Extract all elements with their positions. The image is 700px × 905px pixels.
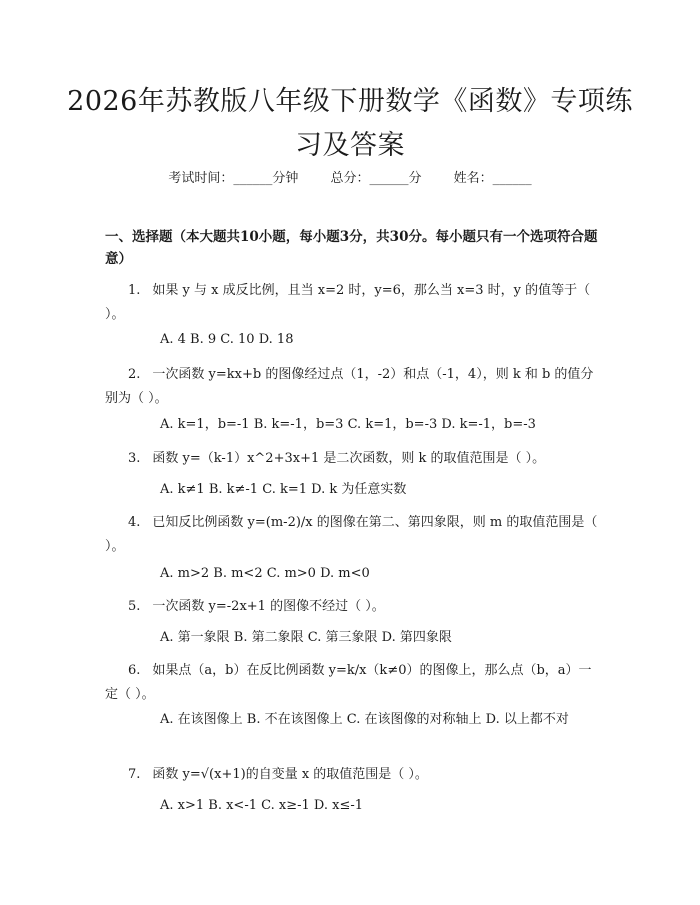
question-3 xyxy=(105,447,600,471)
exam-meta xyxy=(0,170,700,188)
question-3-options: A. k≠1 B. k≠-1 C. k=1 D. k 为任意实数 xyxy=(160,482,407,497)
question-5-options: A. 第一象限 B. 第二象限 C. 第三象限 D. 第四象限 xyxy=(160,630,452,645)
question-number: 4. xyxy=(128,515,141,530)
question-1 xyxy=(105,279,600,327)
question-2 xyxy=(105,363,600,411)
question-number: 2. xyxy=(128,367,141,382)
total-score-field: 总分：______分 xyxy=(330,171,422,186)
section-heading: 一、选择题（本大题共10小题，每小题3分，共30分。每小题只有一个选项符合题意） xyxy=(105,229,598,267)
question-number: 5. xyxy=(128,599,141,614)
question-6-options: A. 在该图像上 B. 不在该图像上 C. 在该图像的对称轴上 D. 以上都不对 xyxy=(160,712,569,727)
exam-time-field: 考试时间：______分钟 xyxy=(168,171,299,186)
question-6 xyxy=(105,659,600,707)
question-7-options: A. x>1 B. x<-1 C. x≥-1 D. x≤-1 xyxy=(160,798,363,813)
question-text: 如果点（a，b）在反比例函数 y=k/x（k≠0）的图像上，那么点（b，a）一定（ ）。 xyxy=(105,663,592,702)
question-text: 如果 y 与 x 成反比例，且当 x=2 时，y=6，那么当 x=3 时，y 的值等于（ ）。 xyxy=(105,283,591,322)
question-7 xyxy=(105,763,600,787)
question-2-options: A. k=1，b=-1 B. k=-1，b=3 C. k=1，b=-3 D. k=-1，b=-3 xyxy=(160,417,536,432)
document-title: 2026年苏教版八年级下册数学《函数》专项练习及答案 xyxy=(67,86,633,161)
name-field: 姓名：______ xyxy=(453,171,532,186)
question-1-options: A. 4 B. 9 C. 10 D. 18 xyxy=(160,332,294,347)
question-text: 已知反比例函数 y=(m-2)/x 的图像在第二、第四象限，则 m 的取值范围是（ ）。 xyxy=(105,515,598,554)
question-number: 3. xyxy=(128,451,141,466)
question-text: 一次函数 y=kx+b 的图像经过点（1，-2）和点（-1，4），则 k 和 b 的值分别为（ ）。 xyxy=(105,367,594,406)
question-number: 6. xyxy=(128,663,141,678)
question-5 xyxy=(105,595,600,619)
question-text: 一次函数 y=-2x+1 的图像不经过（ ）。 xyxy=(152,599,385,614)
question-text: 函数 y=√(x+1)的自变量 x 的取值范围是（ ）。 xyxy=(152,767,428,782)
question-number: 1. xyxy=(128,283,141,298)
question-text: 函数 y=（k-1）x^2+3x+1 是二次函数，则 k 的取值范围是（ ）。 xyxy=(152,451,546,466)
question-4 xyxy=(105,511,600,559)
question-number: 7. xyxy=(128,767,141,782)
question-4-options: A. m>2 B. m<2 C. m>0 D. m<0 xyxy=(160,566,370,581)
